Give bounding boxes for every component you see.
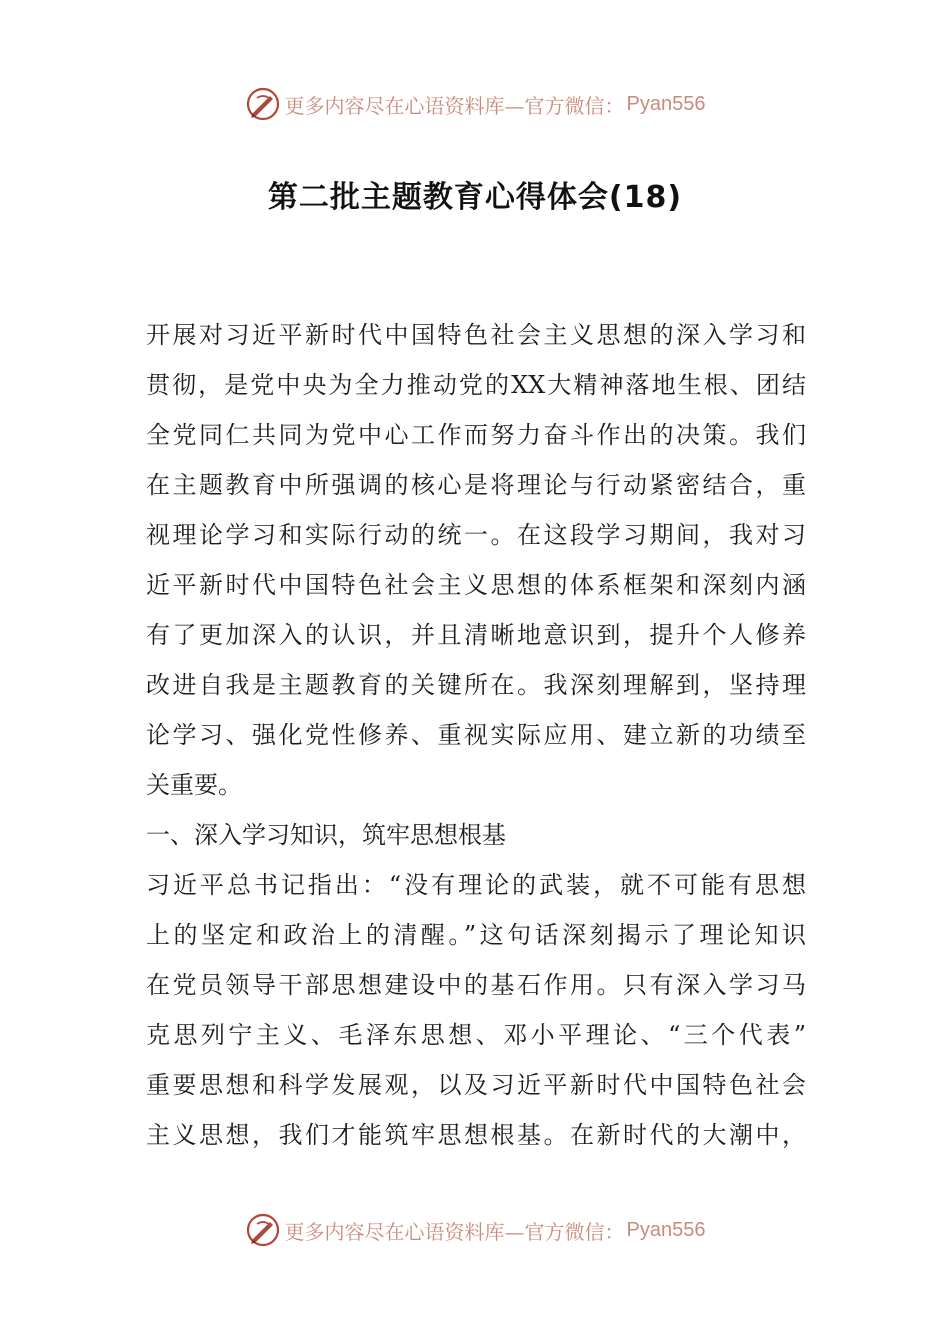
text-line: 习近平总书记指出：“没有理论的武装，就不可能有思想 [146,871,806,899]
text-line: 克思列宁主义、毛泽东思想、邓小平理论、“三个代表” [146,1021,806,1049]
banner-text: 更多内容尽在心语资料库—官方微信： [284,93,625,118]
text-line: 关重要。 [146,771,242,799]
text-line: 论学习、强化党性修养、重视实际应用、建立新的功绩至 [146,721,806,749]
banner-wechat-id: Pyan556 [626,92,706,115]
banner-text: 更多内容尽在心语资料库—官方微信： [284,1219,625,1244]
text-line: 视理论学习和实际行动的统一。在这段学习期间，我对习 [146,521,806,549]
document-body [146,310,806,1160]
footer-banner [0,1210,950,1250]
text-line: 贯彻，是党中央为全力推动党的XX大精神落地生根、团结 [146,371,806,399]
text-line: 上的坚定和政治上的清醒。”这句话深刻揭示了理论知识 [146,921,806,949]
banner-wechat-id: Pyan556 [626,1218,706,1241]
pen-logo-icon [245,86,281,122]
text-line: 在党员领导干部思想建设中的基石作用。只有深入学习马 [146,971,806,999]
text-line: 近平新时代中国特色社会主义思想的体系框架和深刻内涵 [146,571,806,599]
header-banner [0,84,950,124]
text-line: 有了更加深入的认识，并且清晰地意识到，提升个人修养 [146,621,806,649]
document-title: 第二批主题教育心得体会(18) [267,180,683,215]
text-line: 开展对习近平新时代中国特色社会主义思想的深入学习和 [146,321,806,349]
text-line: 改进自我是主题教育的关键所在。我深刻理解到，坚持理 [146,671,806,699]
text-line: 重要思想和科学发展观，以及习近平新时代中国特色社会 [146,1071,806,1099]
text-line: 主义思想，我们才能筑牢思想根基。在新时代的大潮中， [146,1121,806,1149]
text-line: 全党同仁共同为党中心工作而努力奋斗作出的决策。我们 [146,421,806,449]
pen-logo-icon [245,1212,281,1248]
text-line: 在主题教育中所强调的核心是将理论与行动紧密结合，重 [146,471,806,499]
section-heading: 一、深入学习知识，筑牢思想根基 [146,821,506,849]
